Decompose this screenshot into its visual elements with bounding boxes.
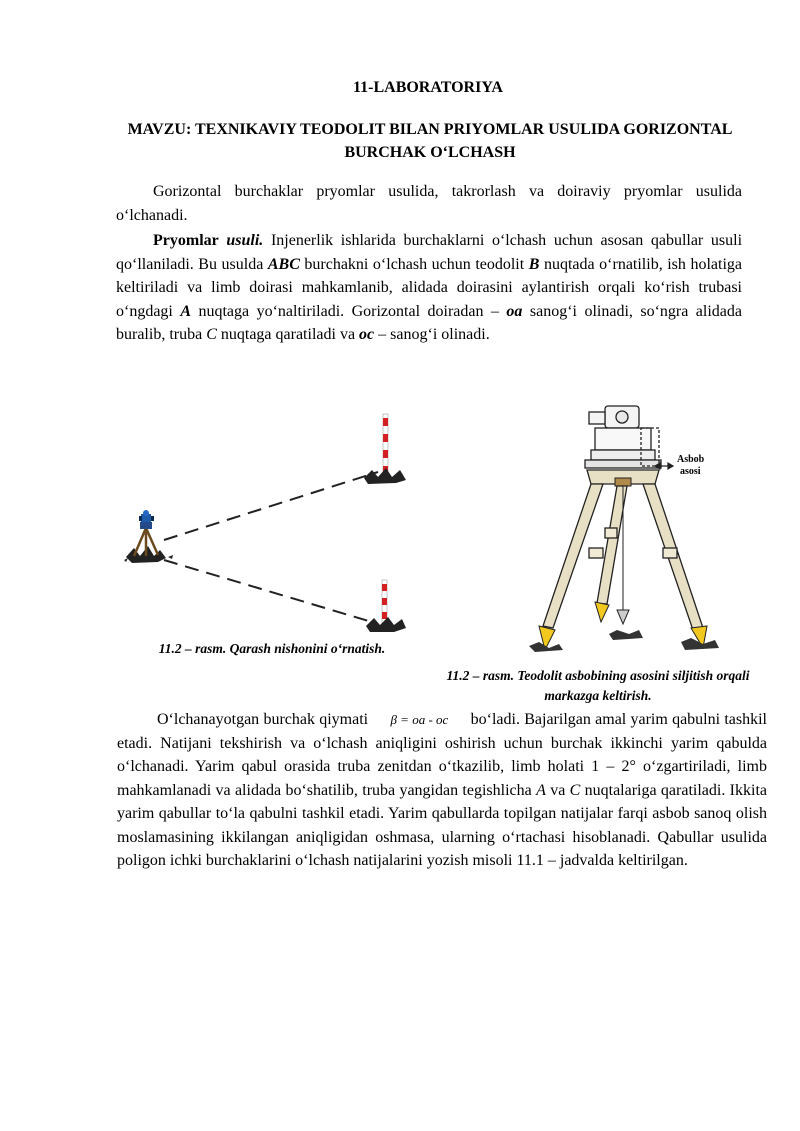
figure2-caption: 11.2 – rasm. Teodolit asbobining asosini siljitish orqali markazga keltirish. [446, 668, 750, 703]
ranging-pole-lower [366, 580, 406, 632]
method-term-italic: usuli. [226, 232, 264, 249]
angle-formula: β = oa - oc [390, 712, 449, 727]
text-run: nuqtalariga qaratiladi. Ikkita yarim qabullar to‘la qabulni tashkil etadi. Yarim qabullarda topilgan natijalar farqi asbob sanoq olish moslamasining ikkilangan aniqligidan oshmasa, ularning o‘rtachasi hisoblanadi. Qabullar usulida poligon ichki burchaklarini o‘lchash natijalarini yozish misoli 11.1 – jadvalda keltirilgan. [117, 781, 767, 869]
point-a: A [180, 302, 192, 320]
text-run: nuqtaga yo‘naltiriladi. Gorizontal doiradan – [191, 302, 507, 320]
text-run: va [545, 781, 570, 799]
instrument-base-label: Asbob [677, 454, 705, 465]
page-title: 11-LABORATORIYA [353, 79, 503, 96]
text-run: bo‘ladi. Bajarilgan amal yarim qabulni tashkil etadi. Natijani tekshirish va o‘lchash aniqligini oshirish uchun burchak ikkinchi yarim qabulda o‘lchanadi. Yarim qabul orasida truba zenitdan o‘tkazilib, limb holati 1 – 2° o‘zgartiriladi, limb mahkamlanadi va alidada bo‘shatilib, truba yangidan tegishlicha [117, 711, 768, 799]
method-term: Pryomlar [153, 232, 219, 249]
reading-oc: oc [359, 326, 375, 343]
theodolite-figure [525, 398, 725, 658]
sighting-figure [110, 400, 430, 640]
text-run: – sanog‘i olinadi. [374, 326, 490, 343]
topic-heading: MAVZU: TEXNIKAVIY TEODOLIT BILAN PRIYOMLAR USULIDA GORIZONTAL BURCHAK O‘LCHASH [127, 121, 733, 161]
text-run: Injenerlik ishlarida burchaklarni o‘lchash uchun asosan qabullar usuli qo‘llaniladi. Bu usulda [116, 232, 743, 273]
point-c: C [206, 326, 217, 343]
text-run: nuqtaga qaratiladi va [216, 326, 360, 343]
text-run: burchakni o‘lchash uchun teodolit [299, 255, 529, 273]
theodolite-head [585, 406, 661, 468]
tribrach-arrows [655, 463, 673, 469]
instrument-base-label-line2: asosi [680, 466, 701, 477]
point-b: B [528, 255, 540, 273]
reading-oa: oa [506, 302, 523, 320]
sight-line-upper [164, 472, 378, 540]
text-run: nuqtada o‘rnatilib, ish holatiga keltiriladi va limb doirasi mahkamlanib, alidada doirasini aylantirish orqali ko‘rish trubasi o‘ngdagi [116, 255, 742, 320]
sight-line-lower [164, 560, 372, 622]
angle-abc: ABC [267, 255, 300, 273]
measurement-paragraph [117, 708, 767, 873]
ground-marks [529, 630, 719, 652]
point-c: C [569, 781, 581, 799]
method-paragraph [116, 229, 742, 347]
ranging-pole-upper [364, 414, 406, 484]
figure1-caption: 11.2 – rasm. Qarash nishonini o‘rnatish. [158, 641, 386, 656]
theodolite-small [134, 510, 158, 556]
text-run: O‘lchanayotgan burchak qiymati [157, 711, 373, 728]
intro-paragraph: Gorizontal burchaklar pryomlar usulida, takrorlash va doiraviy pryomlar usulida o‘lchanadi. [116, 183, 742, 224]
point-a: A [536, 781, 546, 799]
text-run: sanog‘i olinadi, so‘ngra alidada buralib, truba [116, 302, 742, 343]
